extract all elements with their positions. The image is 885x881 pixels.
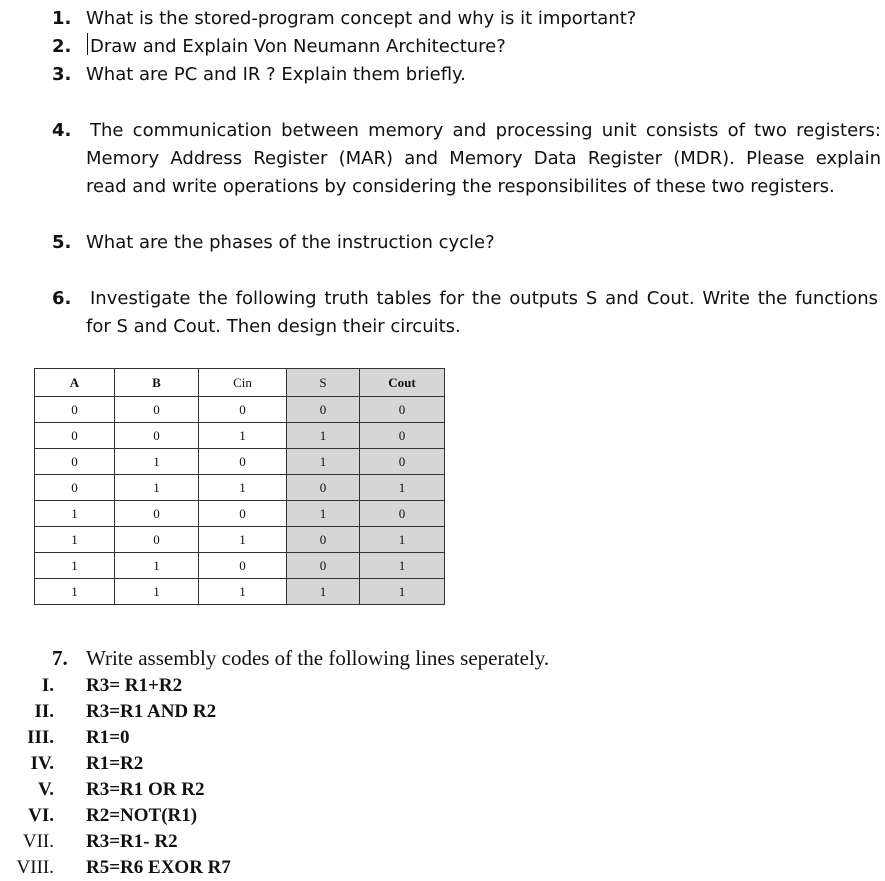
question-line: The communication between memory and processing unit consists of two registers: [90, 120, 881, 141]
roman-numeral: VI. [28, 805, 54, 826]
table-cell: 1 [287, 449, 360, 475]
table-row [35, 423, 445, 449]
table-cell: 1 [287, 501, 360, 527]
roman-numeral: V. [37, 779, 54, 800]
table-row [35, 475, 445, 501]
table-cell: 0 [35, 397, 115, 423]
question-number: 2. [52, 36, 72, 57]
question-line: Draw and Explain Von Neumann Architecture? [90, 36, 506, 57]
assembly-expression: R3= R1+R2 [86, 675, 183, 696]
table-cell: 0 [360, 449, 445, 475]
question-7 [0, 646, 885, 674]
table-cell: 1 [35, 527, 115, 553]
table-row [35, 553, 445, 579]
table-cell: 1 [360, 475, 445, 501]
assembly-expression: R1=0 [86, 727, 130, 748]
table-cell: 0 [199, 397, 287, 423]
column-header: A [35, 369, 115, 397]
table-row [35, 397, 445, 423]
table-row [35, 501, 445, 527]
question-text [90, 33, 506, 61]
question-line: What is the stored-program concept and why is it important? [86, 8, 637, 29]
question-line: What are PC and IR ? Explain them briefly. [86, 64, 466, 85]
question-text [86, 285, 878, 341]
table-header-row [35, 369, 445, 397]
table-row [35, 527, 445, 553]
table-cell: 1 [199, 527, 287, 553]
roman-numeral: IV. [30, 753, 54, 774]
question-line: for S and Cout. Then design their circuits. [86, 316, 461, 337]
table-cell: 0 [115, 501, 199, 527]
table-cell: 1 [115, 553, 199, 579]
assembly-expression: R5=R6 EXOR R7 [86, 857, 231, 878]
table-cell: 1 [35, 579, 115, 605]
table-cell: 1 [35, 501, 115, 527]
table-cell: 0 [115, 527, 199, 553]
table-cell: 0 [360, 501, 445, 527]
question-number: 7. [52, 646, 68, 670]
table-cell: 0 [287, 553, 360, 579]
question-number: 4. [52, 120, 72, 141]
question-line: read and write operations by considering the responsibilites of these two registers. [86, 176, 835, 197]
table-cell: 0 [199, 449, 287, 475]
assembly-expression: R3=R1- R2 [86, 831, 178, 852]
table-cell: 1 [199, 423, 287, 449]
column-header: S [287, 369, 360, 397]
assembly-expression: R1=R2 [86, 753, 144, 774]
question-number: 3. [52, 64, 72, 85]
table-row [35, 449, 445, 475]
question-line: Investigate the following truth tables for the outputs S and Cout. Write the functions [90, 288, 878, 309]
table-cell: 1 [115, 449, 199, 475]
table-cell: 1 [287, 579, 360, 605]
table-cell: 0 [287, 475, 360, 501]
roman-numeral: III. [27, 727, 54, 748]
table-row [35, 579, 445, 605]
table-cell: 0 [287, 527, 360, 553]
column-header: Cin [199, 369, 287, 397]
table-cell: 1 [360, 527, 445, 553]
question-number: 1. [52, 8, 72, 29]
roman-numeral: II. [34, 701, 54, 722]
table-cell: 0 [360, 423, 445, 449]
table-cell: 0 [35, 475, 115, 501]
question-line: Memory Address Register (MAR) and Memory Data Register (MDR). Please explain [86, 148, 881, 169]
table-cell: 1 [360, 579, 445, 605]
table-cell: 1 [115, 475, 199, 501]
table-cell: 0 [360, 397, 445, 423]
table-cell: 0 [115, 423, 199, 449]
table-cell: 1 [199, 475, 287, 501]
roman-numeral: I. [41, 675, 54, 696]
text-cursor [87, 33, 88, 55]
question-text [86, 61, 466, 89]
question-line: What are the phases of the instruction cycle? [86, 232, 495, 253]
column-header: B [115, 369, 199, 397]
assembly-expression: R2=NOT(R1) [86, 805, 198, 826]
assembly-expression: R3=R1 OR R2 [86, 779, 205, 800]
table-cell: 1 [287, 423, 360, 449]
table-cell: 0 [115, 397, 199, 423]
table-cell: 1 [35, 553, 115, 579]
table-cell: 1 [360, 553, 445, 579]
truth-table [34, 368, 445, 605]
table-cell: 0 [35, 449, 115, 475]
question-number: 6. [52, 288, 72, 309]
table-cell: 0 [199, 553, 287, 579]
column-header: Cout [360, 369, 445, 397]
question-number: 5. [52, 232, 72, 253]
table-cell: 0 [287, 397, 360, 423]
table-cell: 1 [115, 579, 199, 605]
roman-numeral: VIII. [16, 857, 54, 878]
table-cell: 0 [199, 501, 287, 527]
roman-numeral: VII. [22, 831, 54, 852]
assembly-expression: R3=R1 AND R2 [86, 701, 217, 722]
question-text [86, 117, 881, 201]
table-cell: 1 [199, 579, 287, 605]
table-cell: 0 [35, 423, 115, 449]
question-text: Write assembly codes of the following lines seperately. [86, 646, 550, 670]
question-text [86, 229, 495, 257]
